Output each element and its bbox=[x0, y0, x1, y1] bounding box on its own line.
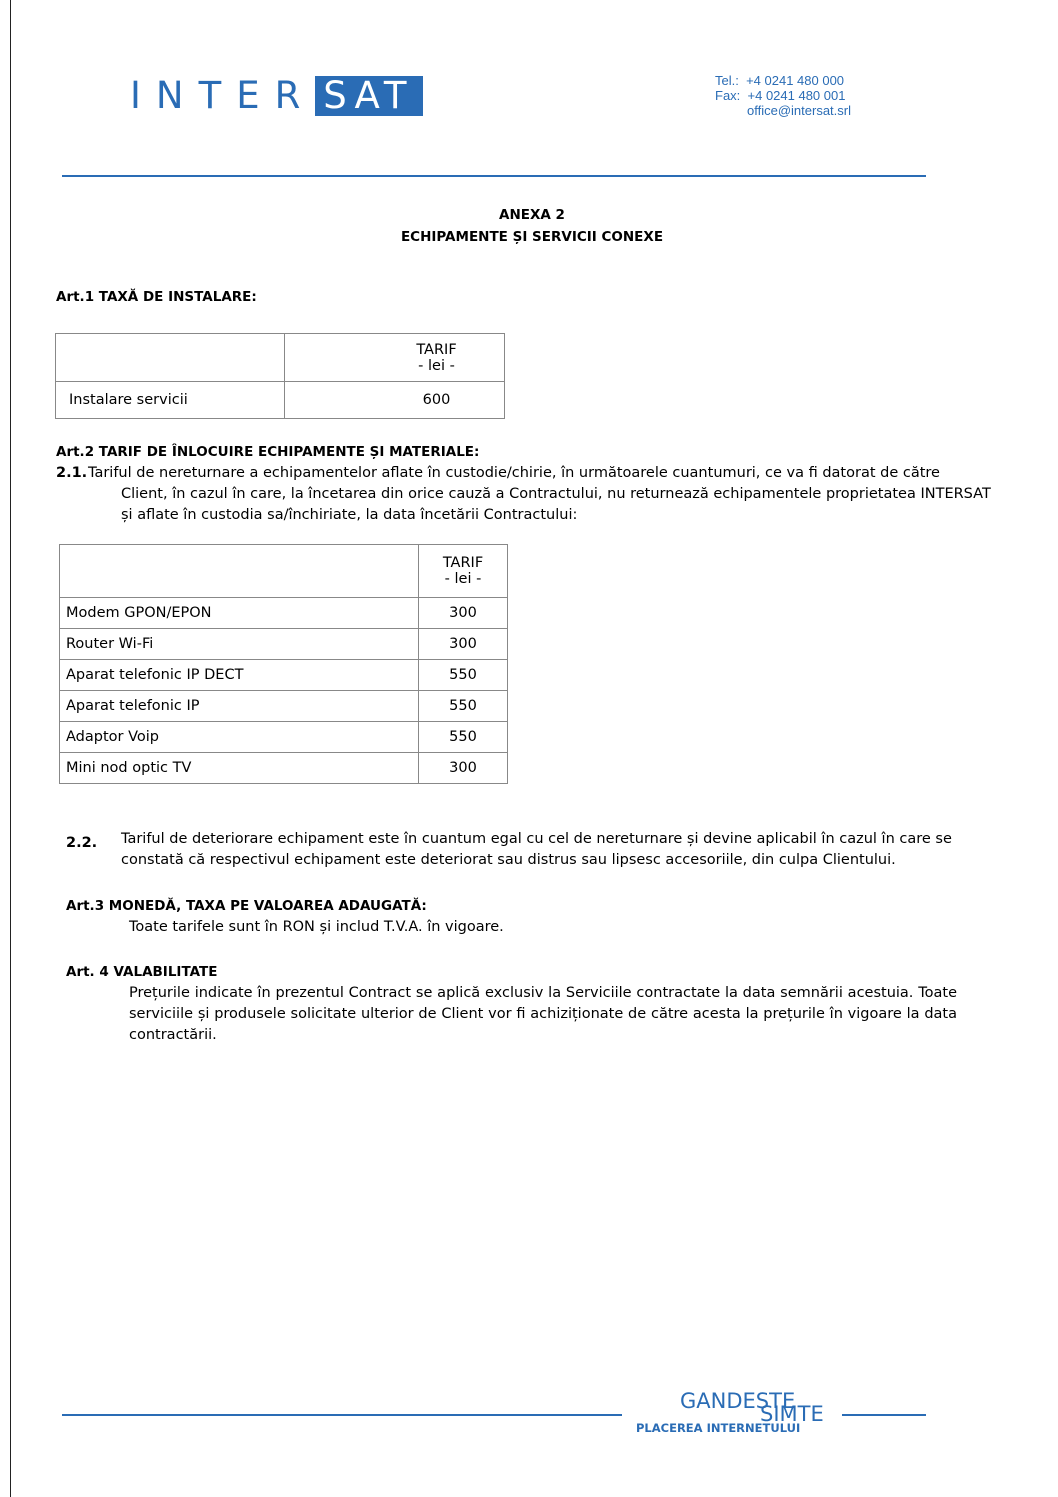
p21-line3: și aflate în custodia sa/închiriate, la data încetării Contractului: bbox=[121, 507, 578, 523]
art4-line2: serviciile și produsele solicitate ulterior de Client vor fi achiziționate de către acesta la prețurile în vigoare la data bbox=[129, 1006, 957, 1022]
art3-heading: Art.3 MONEDĂ, TAXA PE VALOAREA ADAUGATĂ: bbox=[66, 898, 427, 914]
row-value: 300 bbox=[419, 598, 508, 629]
table-row bbox=[56, 382, 505, 419]
art2-heading: Art.2 TARIF DE ÎNLOCUIRE ECHIPAMENTE ȘI MATERIALE: bbox=[56, 444, 480, 460]
row-label: Aparat telefonic IP bbox=[60, 691, 419, 722]
p22-line1: Tariful de deteriorare echipament este în cuantum egal cu cel de nereturnare și devine aplicabil în cazul în care se bbox=[121, 831, 952, 847]
table-row bbox=[60, 598, 508, 629]
footer-divider-right bbox=[842, 1414, 926, 1416]
tarif-header: TARIF bbox=[442, 555, 484, 571]
equipment-fee-table bbox=[59, 544, 508, 784]
table-header-row bbox=[60, 545, 508, 598]
logo-sat-text: SAT bbox=[315, 76, 423, 116]
footer-slogan-gandeste: GANDESTE bbox=[680, 1389, 796, 1413]
intersat-logo bbox=[130, 76, 423, 116]
footer-divider-left bbox=[62, 1414, 622, 1416]
art3-text: Toate tarifele sunt în RON și includ T.V.A. în vigoare. bbox=[129, 919, 504, 935]
table-row bbox=[60, 753, 508, 784]
annex-number: ANEXA 2 bbox=[499, 207, 565, 223]
p21-line2: Client, în cazul în care, la încetarea din orice cauză a Contractului, nu returnează echipamentele proprietatea INTERSAT bbox=[121, 486, 991, 502]
row-value: 550 bbox=[419, 722, 508, 753]
row-value: 300 bbox=[419, 753, 508, 784]
row-value: 550 bbox=[419, 660, 508, 691]
row-label: Router Wi-Fi bbox=[60, 629, 419, 660]
row-label: Adaptor Voip bbox=[60, 722, 419, 753]
p21-line1: Tariful de nereturnare a echipamentelor aflate în custodie/chirie, în următoarele cuantumuri, ce va fi datorat de către bbox=[88, 465, 940, 481]
logo-inter-text: INTER bbox=[130, 74, 316, 117]
contact-phone: Tel.: +4 0241 480 000 bbox=[715, 73, 845, 88]
art4-line1: Prețurile indicate în prezentul Contract se aplică exclusiv la Serviciile contractate la data semnării acestuia. Toate bbox=[129, 985, 957, 1001]
row-label: Modem GPON/EPON bbox=[60, 598, 419, 629]
row-label: Aparat telefonic IP DECT bbox=[60, 660, 419, 691]
row-value: 300 bbox=[419, 629, 508, 660]
art4-heading: Art. 4 VALABILITATE bbox=[66, 964, 218, 980]
table-row bbox=[60, 660, 508, 691]
row-label: Instalare servicii bbox=[56, 382, 285, 419]
table-header-row bbox=[56, 334, 505, 382]
table-row bbox=[60, 722, 508, 753]
footer-tagline: PLACEREA INTERNETULUI bbox=[636, 1421, 801, 1435]
row-value: 550 bbox=[419, 691, 508, 722]
tarif-header: TARIF bbox=[416, 341, 457, 358]
annex-title: ECHIPAMENTE ȘI SERVICII CONEXE bbox=[400, 229, 664, 245]
contact-email: office@intersat.srl bbox=[747, 103, 851, 118]
table-row bbox=[60, 691, 508, 722]
p22-line2: constată că respectivul echipament este deteriorat sau distrus sau lipsesc accesoriile, din culpa Clientului. bbox=[121, 852, 896, 868]
p22-number: 2.2. bbox=[66, 835, 98, 851]
footer-slogan-simte: SIMTE bbox=[760, 1402, 824, 1426]
table-row bbox=[60, 629, 508, 660]
contact-block bbox=[715, 73, 851, 118]
art4-line3: contractării. bbox=[129, 1027, 217, 1043]
page-left-border bbox=[10, 0, 11, 1497]
tarif-unit: - lei - bbox=[418, 357, 455, 374]
contact-fax: Fax: +4 0241 480 001 bbox=[715, 88, 846, 103]
installation-fee-table bbox=[55, 333, 505, 419]
art1-heading: Art.1 TAXĂ DE INSTALARE: bbox=[56, 289, 257, 305]
row-value: 600 bbox=[285, 382, 505, 419]
tarif-unit: - lei - bbox=[444, 571, 482, 587]
header-divider bbox=[62, 175, 926, 177]
p21-number: 2.1. bbox=[56, 465, 88, 481]
row-label: Mini nod optic TV bbox=[60, 753, 419, 784]
